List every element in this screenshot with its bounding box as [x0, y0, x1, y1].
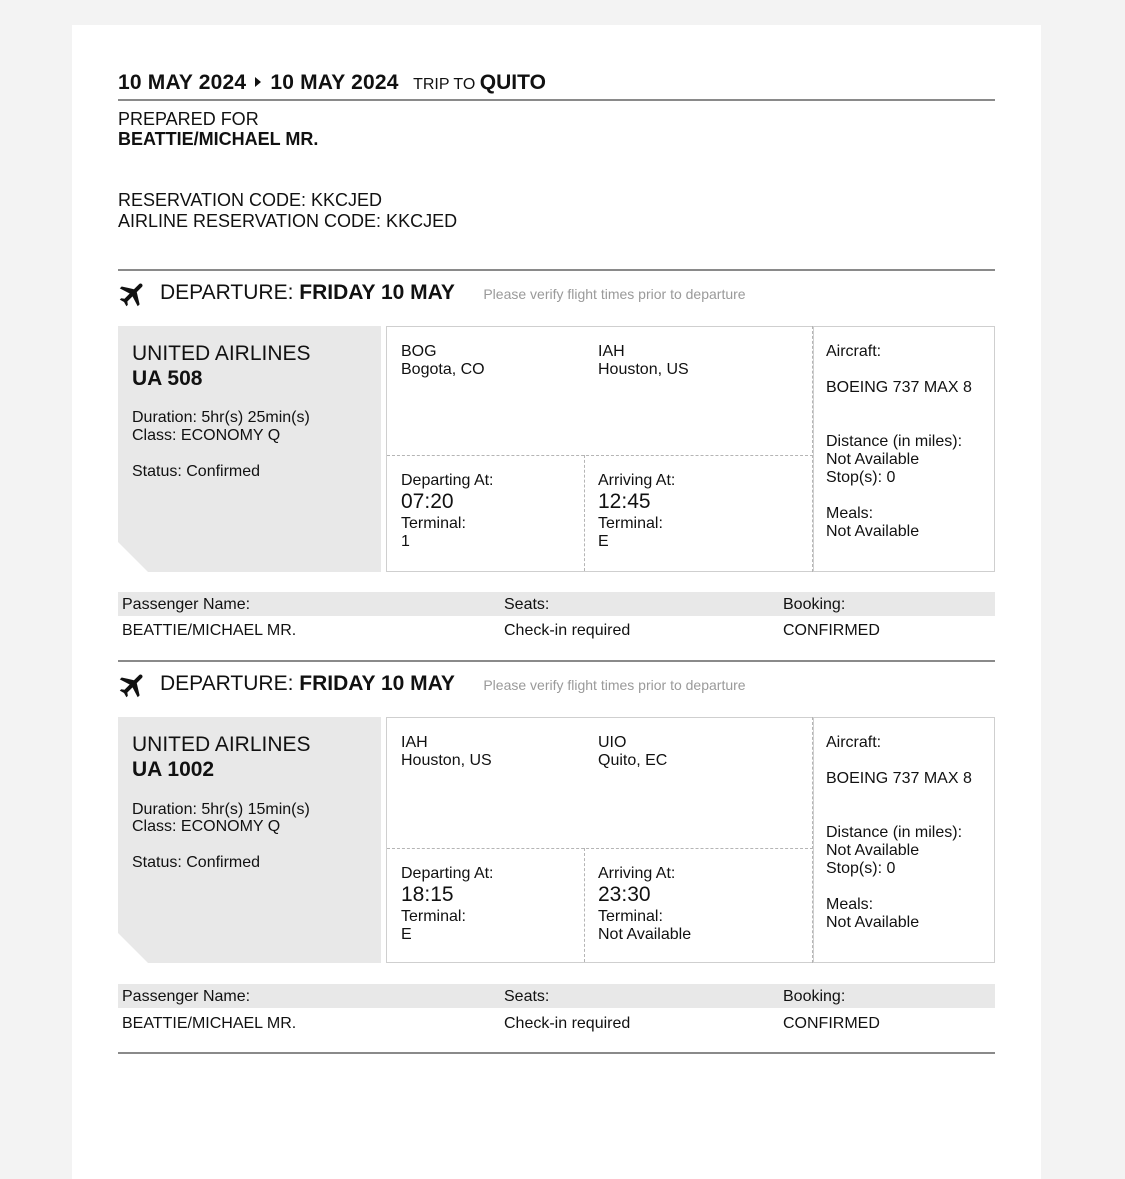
reservation-code: RESERVATION CODE: KKCJED [118, 190, 383, 210]
flight-number: UA 508 [132, 367, 203, 390]
departure-heading [160, 672, 746, 696]
departure-heading [160, 281, 746, 305]
flight-class: Class: ECONOMY Q [132, 427, 281, 444]
arriving-terminal: Not Available [598, 926, 692, 943]
flight-status: Status: Confirmed [132, 463, 261, 480]
flight-duration: Duration: 5hr(s) 25min(s) [132, 409, 310, 426]
trip-header [118, 71, 546, 95]
booking-label: Booking: [783, 988, 846, 1005]
origin-city: Houston, US [401, 752, 492, 769]
booking-label: Booking: [783, 596, 846, 613]
departing-label: Departing At: [401, 472, 494, 489]
distance-value: Not Available [826, 842, 920, 859]
origin-city: Bogota, CO [401, 361, 485, 378]
departing-terminal-label: Terminal: [401, 908, 466, 925]
route-box [386, 326, 814, 572]
arriving-terminal-label: Terminal: [598, 908, 663, 925]
departing-time: 18:15 [401, 883, 454, 906]
meals-label: Meals: [826, 896, 874, 913]
corner-fold [118, 933, 148, 963]
stops: Stop(s): 0 [826, 469, 896, 486]
airplane-icon [117, 278, 149, 310]
arriving-time: 23:30 [598, 883, 651, 906]
meals-value: Not Available [826, 523, 920, 540]
origin-code: BOG [401, 343, 437, 360]
origin-code: IAH [401, 734, 428, 751]
flight-details-box [813, 326, 995, 572]
flight-details-box [813, 717, 995, 963]
verify-note: Please verify flight times prior to departure [483, 677, 746, 693]
departure-label: DEPARTURE: [160, 672, 294, 695]
seats-label: Seats: [504, 596, 550, 613]
trip-destination: QUITO [479, 71, 546, 94]
destination-code: UIO [598, 734, 627, 751]
verify-note: Please verify flight times prior to departure [483, 286, 746, 302]
airline-name: UNITED AIRLINES [132, 733, 311, 756]
aircraft-label: Aircraft: [826, 734, 882, 751]
departure-day: FRIDAY 10 MAY [299, 281, 455, 304]
distance-label: Distance (in miles): [826, 824, 963, 841]
time-divider [584, 848, 585, 962]
passenger-header [118, 592, 995, 616]
arriving-label: Arriving At: [598, 865, 676, 882]
prepared-for-name: BEATTIE/MICHAEL MR. [118, 129, 319, 149]
distance-label: Distance (in miles): [826, 433, 963, 450]
flight-duration: Duration: 5hr(s) 15min(s) [132, 801, 310, 818]
flight-number: UA 1002 [132, 758, 215, 781]
passenger-name-label: Passenger Name: [122, 596, 251, 613]
flight-summary [118, 326, 381, 572]
seats-value: Check-in required [504, 1015, 631, 1032]
passenger-name-label: Passenger Name: [122, 988, 251, 1005]
flight-status: Status: Confirmed [132, 854, 261, 871]
header-divider [118, 99, 995, 101]
route-divider [387, 848, 813, 849]
prepared-for [118, 109, 318, 149]
departing-terminal: E [401, 926, 412, 943]
airline-reservation-code: AIRLINE RESERVATION CODE: KKCJED [118, 211, 458, 231]
distance-value: Not Available [826, 451, 920, 468]
corner-fold [118, 542, 148, 572]
arrow-right-icon [255, 77, 261, 87]
route-divider [387, 455, 813, 456]
segment-divider [118, 660, 995, 662]
itinerary-sheet [72, 25, 1041, 1179]
departing-terminal: 1 [401, 533, 410, 550]
flight-class: Class: ECONOMY Q [132, 818, 281, 835]
destination-city: Quito, EC [598, 752, 668, 769]
departing-time: 07:20 [401, 490, 454, 513]
departure-label: DEPARTURE: [160, 281, 294, 304]
passenger-name: BEATTIE/MICHAEL MR. [122, 1015, 297, 1032]
passenger-header [118, 984, 995, 1008]
airline-name: UNITED AIRLINES [132, 342, 311, 365]
reservation-codes [118, 190, 457, 232]
aircraft-type: BOEING 737 MAX 8 [826, 770, 972, 787]
passenger-name: BEATTIE/MICHAEL MR. [122, 622, 297, 639]
arriving-terminal-label: Terminal: [598, 515, 663, 532]
seats-label: Seats: [504, 988, 550, 1005]
end-date: 10 MAY 2024 [270, 71, 399, 94]
departure-day: FRIDAY 10 MAY [299, 672, 455, 695]
airplane-icon [117, 669, 149, 701]
start-date: 10 MAY 2024 [118, 71, 247, 94]
meals-label: Meals: [826, 505, 874, 522]
footer-divider [118, 1052, 995, 1054]
prepared-for-label: PREPARED FOR [118, 109, 259, 129]
destination-city: Houston, US [598, 361, 689, 378]
meals-value: Not Available [826, 914, 920, 931]
arriving-terminal: E [598, 533, 609, 550]
trip-to-label: TRIP TO [413, 76, 476, 93]
departing-terminal-label: Terminal: [401, 515, 466, 532]
aircraft-label: Aircraft: [826, 343, 882, 360]
booking-status: CONFIRMED [783, 622, 880, 639]
booking-status: CONFIRMED [783, 1015, 880, 1032]
departing-label: Departing At: [401, 865, 494, 882]
arriving-time: 12:45 [598, 490, 651, 513]
segment-divider [118, 269, 995, 271]
route-box [386, 717, 814, 963]
arriving-label: Arriving At: [598, 472, 676, 489]
flight-summary [118, 717, 381, 963]
stops: Stop(s): 0 [826, 860, 896, 877]
aircraft-type: BOEING 737 MAX 8 [826, 379, 972, 396]
seats-value: Check-in required [504, 622, 631, 639]
time-divider [584, 455, 585, 571]
destination-code: IAH [598, 343, 625, 360]
